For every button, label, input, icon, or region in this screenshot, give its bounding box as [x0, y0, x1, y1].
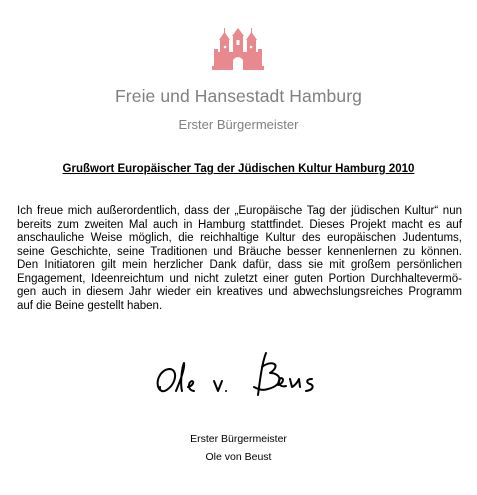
signatory-title: Erster Bürgermeister	[190, 433, 287, 445]
letter-heading: Grußwort Europäischer Tag der Jüdischen Kultur Hamburg 2010	[62, 163, 415, 175]
body-line: seine Geschichte, seine Traditionen und Bräuche besser kennenlernen zu können.	[17, 245, 462, 258]
body-line: anschauliche Weise möglich, die reichhaltige Kultur des europäischen Judentums,	[17, 232, 462, 244]
signatory-name: Ole von Beust	[205, 451, 272, 463]
body-line: Engagement, Ideenreichtum und nicht zuletzt einer guten Portion Durchhaltevermö-	[17, 272, 462, 285]
body-line: auf die Beine gestellt haben.	[17, 299, 163, 312]
body-line: gen auch in diesem Jahr wieder ein kreatives und abwechslungsreiches Programm	[17, 286, 462, 298]
hamburg-castle-coat-of-arms-icon	[211, 28, 265, 74]
office-title: Erster Bürgermeister	[178, 117, 299, 132]
handwritten-signature	[150, 345, 340, 415]
body-line: Ich freue mich außerordentlich, dass der „Europäische Tag der jüdischen Kultur“ nun	[17, 205, 462, 217]
body-line: Den Initiatoren gilt mein herzlicher Dank dafür, dass sie mit großem persönlichen	[17, 259, 462, 271]
body-line: bereits zum zweiten Mal auch in Hamburg stattfindet. Dieses Projekt macht es auf	[17, 218, 462, 231]
city-title: Freie und Hansestadt Hamburg	[115, 86, 362, 106]
letter-body	[17, 205, 462, 313]
